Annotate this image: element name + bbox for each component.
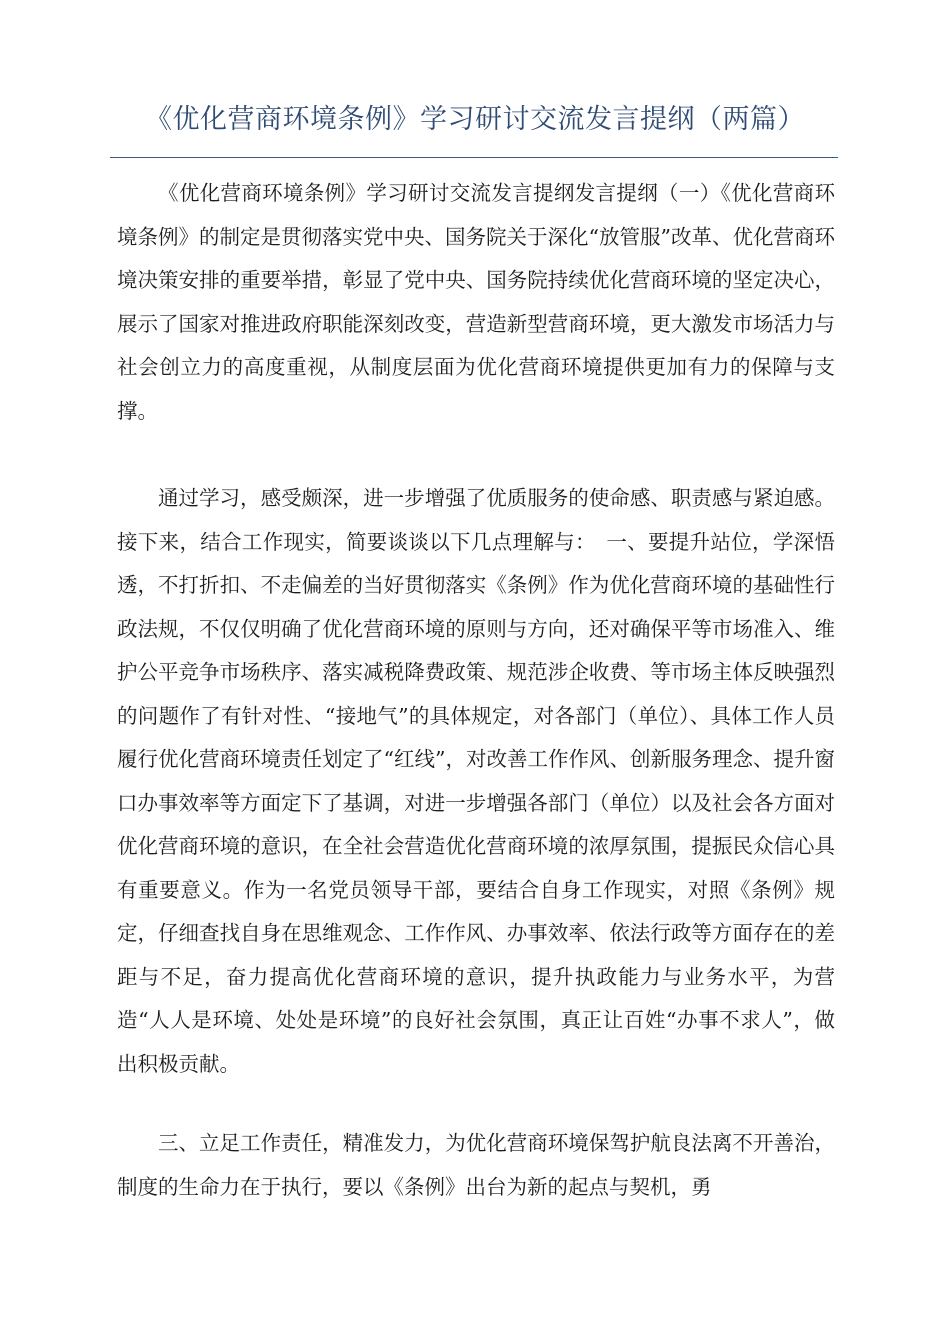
document-title: 《优化营商环境条例》学习研讨交流发言提纲（两篇） <box>145 104 805 135</box>
title-divider <box>110 157 838 158</box>
paragraph-responsibility: 三、立足工作责任，精准发力，为优化营商环境保驾护航良法离不开善治，制度的生命力在于执行，要以《条例》出台为新的起点与契机，勇 <box>117 1131 835 1199</box>
paragraph-intro: 《优化营商环境条例》学习研讨交流发言提纲发言提纲（一）《优化营商环境条例》的制定是贯彻落实党中央、国务院关于深化“放管服”改革、优化营商环境决策安排的重要举措，彰显了党中央、国务院持续优化营商环境的坚定决心，展示了国家对推进政府职能深刻改变，营造新型营商环境，更大激发市场活力与社会创立力的高度重视，从制度层面为优化营商环境提供更加有力的保障与支撑。 <box>117 181 835 423</box>
paragraph-study: 通过学习，感受颇深，进一步增强了优质服务的使命感、职责感与紧迫感。接下来，结合工作现实，简要谈谈以下几点理解与： 一、要提升站位，学深悟透，不打折扣、不走偏差的当好贯彻落实《条例》作为优化营商环境的基础性行政法规，不仅仅明确了优化营商环境的原则与方向，还对确保平等市场准入、维护公平竞争市场秩序、落实减税降费政策、规范涉企收费、等市场主体反映强烈的问题作了有针对性、“接地气”的具体规定，对各部门（单位）、具体工作人员履行优化营商环境责任划定了“红线”，对改善工作作风、创新服务理念、提升窗口办事效率等方面定下了基调，对进一步增强各部门（单位）以及社会各方面对优化营商环境的意识，在全社会营造优化营商环境的浓厚氛围，提振民众信心具有重要意义。作为一名党员领导干部，要结合自身工作现实，对照《条例》规定，仔细查找自身在思维观念、工作作风、办事效率、依法行政等方面存在的差距与不足，奋力提高优化营商环境的意识，提升执政能力与业务水平，为营造“人人是环境、处处是环境”的良好社会氛围，真正让百姓“办事不求人”，做出积极贡献。 <box>117 486 835 1076</box>
